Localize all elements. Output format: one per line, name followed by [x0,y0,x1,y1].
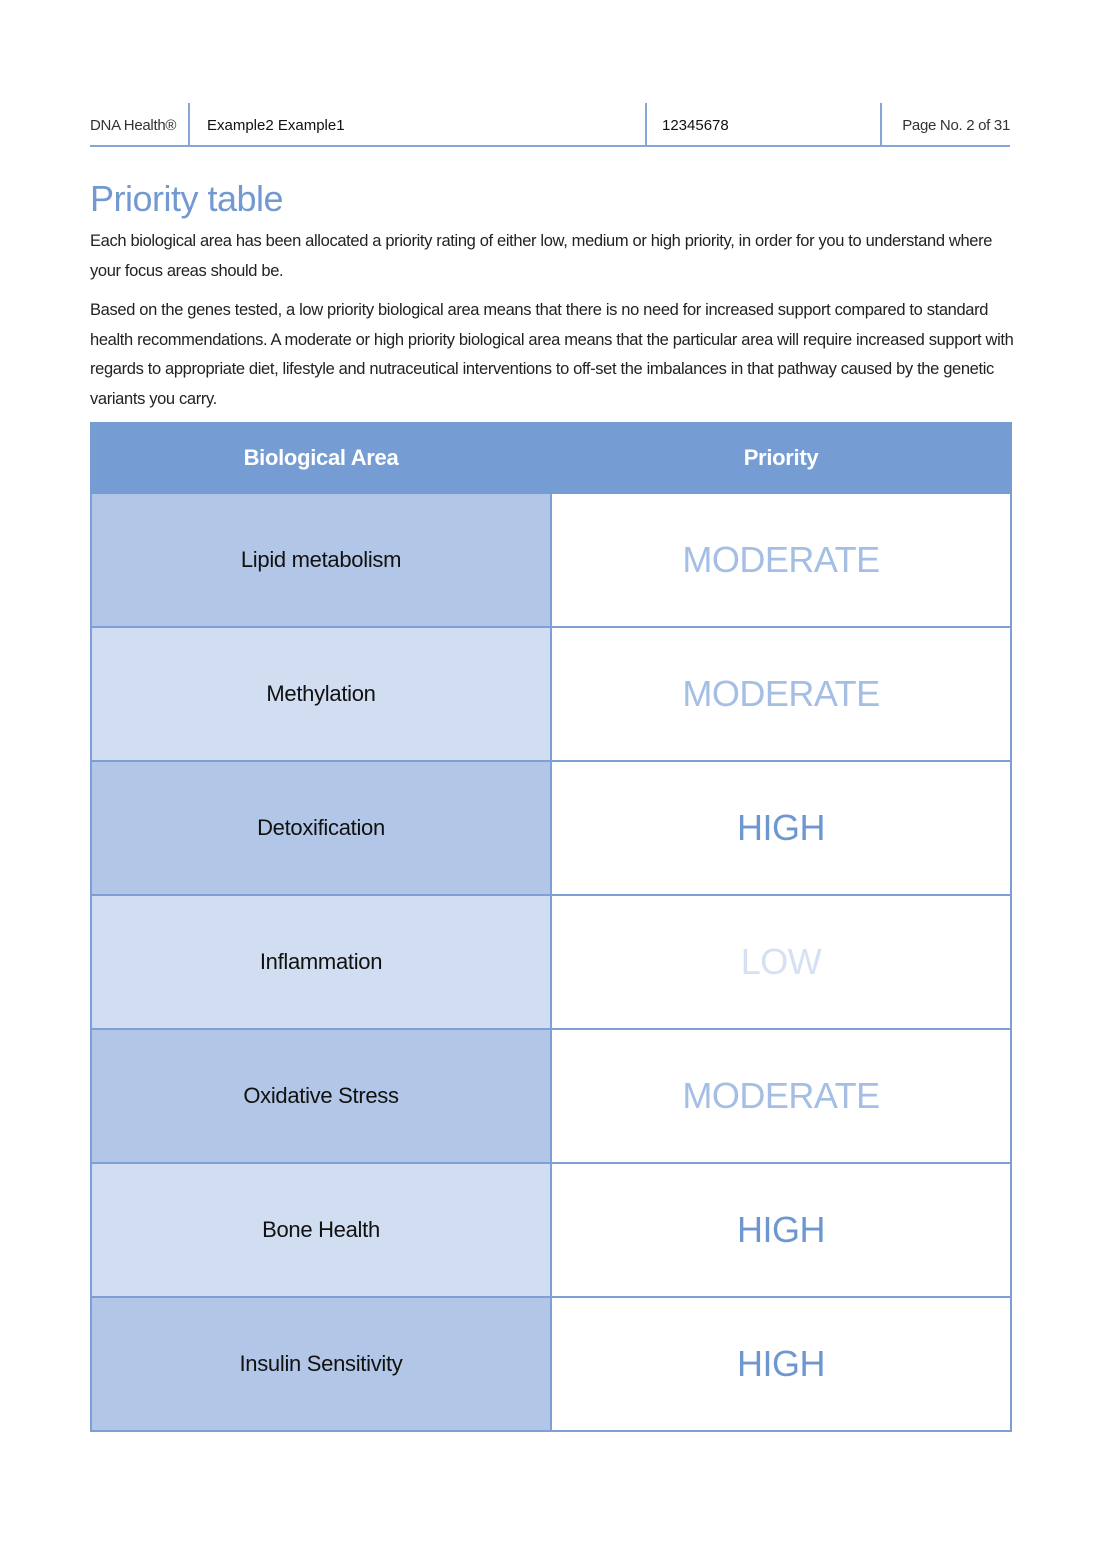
priority-table [90,422,1012,1432]
patient-name [188,103,645,145]
patient-id-text: 12345678 [662,116,729,134]
priority-cell: HIGH [551,761,1011,895]
table-row [91,1029,1011,1163]
page-number-text: Page No. 2 of 31 [902,116,1010,134]
page-header [90,103,1010,147]
priority-cell: MODERATE [551,1029,1011,1163]
page-title: Priority table [90,178,284,219]
priority-cell: HIGH [551,1163,1011,1297]
intro-paragraph: Each biological area has been allocated a priority rating of either low, medium or high priority, in order for you to understand where your focus areas should be. [90,232,993,280]
table-row [91,761,1011,895]
biological-area-cell: Oxidative Stress [91,1029,551,1163]
table-row [91,1163,1011,1297]
biological-area-cell: Insulin Sensitivity [91,1297,551,1431]
biological-area-cell: Lipid metabolism [91,493,551,627]
table-row [91,627,1011,761]
brand-text: DNA Health® [90,116,177,134]
priority-cell: LOW [551,895,1011,1029]
page-number [880,103,1010,145]
table-row [91,1297,1011,1431]
biological-area-cell: Methylation [91,627,551,761]
biological-area-cell: Inflammation [91,895,551,1029]
table-header-row [91,423,1011,493]
patient-id [645,103,880,145]
table-row [91,895,1011,1029]
priority-cell: MODERATE [551,493,1011,627]
priority-cell: HIGH [551,1297,1011,1431]
table-body [91,493,1011,1431]
biological-area-cell: Bone Health [91,1163,551,1297]
patient-name-text: Example2 Example1 [207,116,345,134]
explanation-paragraph: Based on the genes tested, a low priority biological area means that there is no need for increased support compared to standard health recommendations. A moderate or high priority biological area means that the particular area will require increased support with regards to appropriate diet, lifestyle and nutraceutical interventions to off-set the imbalances in that pathway caused by the genetic variants you carry. [90,301,1014,408]
brand-label [90,103,188,145]
column-header-biological-area: Biological Area [91,423,551,493]
table-row [91,493,1011,627]
priority-cell: MODERATE [551,627,1011,761]
column-header-priority: Priority [551,423,1011,493]
biological-area-cell: Detoxification [91,761,551,895]
